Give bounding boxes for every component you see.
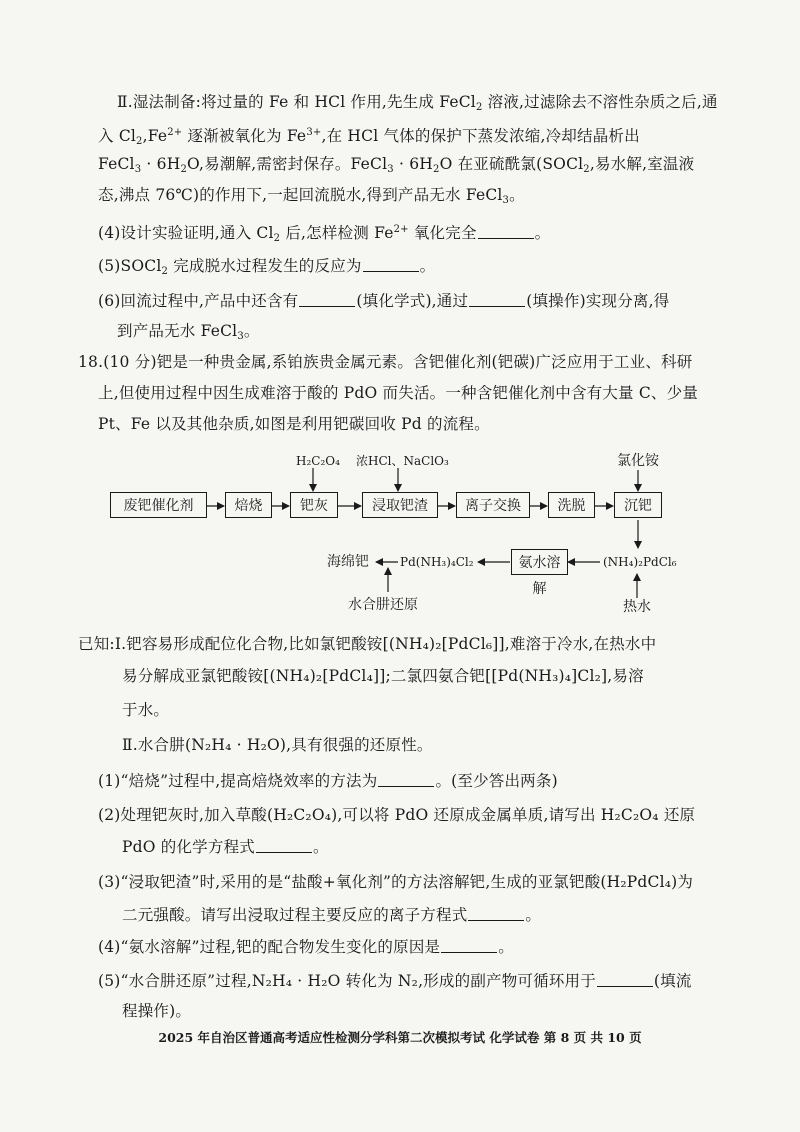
question-4: (4)设计实验证明,通入 $Cl_2$ 后,怎样检测 $Fe^{2+}$ 氧化完全 。 xyxy=(98,224,551,244)
known-line2: 易分解成亚氯钯酸铵[(NH₄)₂[PdCl₄]];二氯四氨合钯[[Pd(NH₃)₄]Cl₂],易溶 xyxy=(122,667,644,685)
question-18-1: (1)“焙烧”过程中,提高焙烧效率的方法为 。(至少答出两条) xyxy=(98,772,558,790)
product-tetraammine-pd-chloride: Pd(NH₃)₄Cl₂ xyxy=(400,555,474,569)
question-6-cont: 到产品无水 FeCl$_3$。 xyxy=(117,322,260,342)
reagent-hydrazine-reduction: 水合肼还原 xyxy=(348,597,418,613)
answer-blank[interactable] xyxy=(378,771,434,787)
reagent-hcl-naclo3: 浓HCl、NaClO₃ xyxy=(356,454,449,468)
page-footer: 2025 年自治区普通高考适应性检测分学科第二次模拟考试 化学试卷 第 8 页 共 10 页 xyxy=(158,1030,642,1045)
question-18-3-cont: 二元强酸。请写出浸取过程主要反应的离子方程式 。 xyxy=(122,906,542,924)
question-18-2: (2)处理钯灰时,加入草酸(H₂C₂O₄),可以将 PdO 还原成金属单质,请写出 H₂C₂O₄ 还原 xyxy=(98,806,696,824)
flow-box-pd-ash: 钯灰 xyxy=(290,492,338,518)
known-line3: 于水。 xyxy=(122,701,170,719)
product-ammonium-hexachloropalladate: (NH₄)₂PdCl₆ xyxy=(603,555,677,569)
flow-box-ion-exchange: 离子交换 xyxy=(456,492,530,518)
flow-box-waste-catalyst: 废钯催化剂 xyxy=(110,492,207,518)
question-18-2-cont: PdO 的化学方程式 。 xyxy=(122,838,329,856)
part2-line4: 态,沸点 76℃)的作用下,一起回流脱水,得到产品无水 FeCl$_3$。 xyxy=(98,186,525,206)
known-line4: Ⅱ.水合肼(N₂H₄ · H₂O),具有很强的还原性。 xyxy=(122,736,433,754)
reagent-ammonium-chloride: 氯化铵 xyxy=(617,453,659,469)
question-6: (6)回流过程中,产品中还含有 (填化学式),通过 (填操作)实现分离,得 xyxy=(98,292,670,310)
flow-box-ammonia-dissolve: 氨水溶解 xyxy=(511,549,568,575)
question-5: (5)SOCl$_2$ 完成脱水过程发生的反应为 。 xyxy=(98,257,436,277)
answer-blank[interactable] xyxy=(597,971,653,987)
flow-box-roasting: 焙烧 xyxy=(225,492,272,518)
question-18-4: (4)“氨水溶解”过程,钯的配合物发生变化的原因是 。 xyxy=(98,938,514,956)
known-line1: 已知:Ⅰ.钯容易形成配位化合物,比如氯钯酸铵[(NH₄)₂[PdCl₆]],难溶于冷水,在热水中 xyxy=(78,635,657,653)
question-18-5: (5)“水合肼还原”过程,N₂H₄ · H₂O 转化为 N₂,形成的副产物可循环用于 (填流 xyxy=(98,972,692,990)
part2-line3: FeCl$_3$ · $6H_2O$,易潮解,需密封保存。FeCl$_3$ · $6H_2O$ 在亚硫酰氯(SOCl$_2$,易水解,室温液 xyxy=(98,155,695,175)
reagent-oxalic-acid: H₂C₂O₄ xyxy=(296,454,340,468)
part2-line2: 入 $Cl_2,Fe^{2+}$ 逐渐被氧化为 $Fe^{3+}$,在 HCl 气体的保护下蒸发浓缩,冷却结晶析出 xyxy=(98,127,640,147)
product-sponge-pd: 海绵钯 xyxy=(327,554,369,570)
question-18-line3: Pt、Fe 以及其他杂质,如图是利用钯碳回收 Pd 的流程。 xyxy=(98,415,490,433)
question-18-3: (3)“浸取钯渣”时,采用的是“盐酸+氧化剂”的方法溶解钯,生成的亚氯钯酸(H₂PdCl₄)为 xyxy=(98,873,694,891)
question-18-5-cont: 程操作)。 xyxy=(122,1002,192,1020)
question-18-line2: 上,但使用过程中因生成难溶于酸的 PdO 而失活。一种含钯催化剂中含有大量 C、少量 xyxy=(98,384,699,402)
reagent-hot-water: 热水 xyxy=(623,599,651,615)
part2-line1: Ⅱ.湿法制备:将过量的 Fe 和 HCl 作用,先生成 FeCl$_2$ 溶液,过滤除去不溶性杂质之后,通 xyxy=(117,93,718,113)
answer-blank[interactable] xyxy=(256,837,312,853)
answer-blank[interactable] xyxy=(468,905,524,921)
flow-box-leaching: 浸取钯渣 xyxy=(362,492,438,518)
question-18-line1: 18.(10 分)钯是一种贵金属,系铂族贵金属元素。含钯催化剂(钯碳)广泛应用于工业、科研 xyxy=(78,353,693,371)
flow-box-precipitation: 沉钯 xyxy=(614,492,662,518)
answer-blank[interactable] xyxy=(441,937,497,953)
flow-box-elution: 洗脱 xyxy=(548,492,595,518)
